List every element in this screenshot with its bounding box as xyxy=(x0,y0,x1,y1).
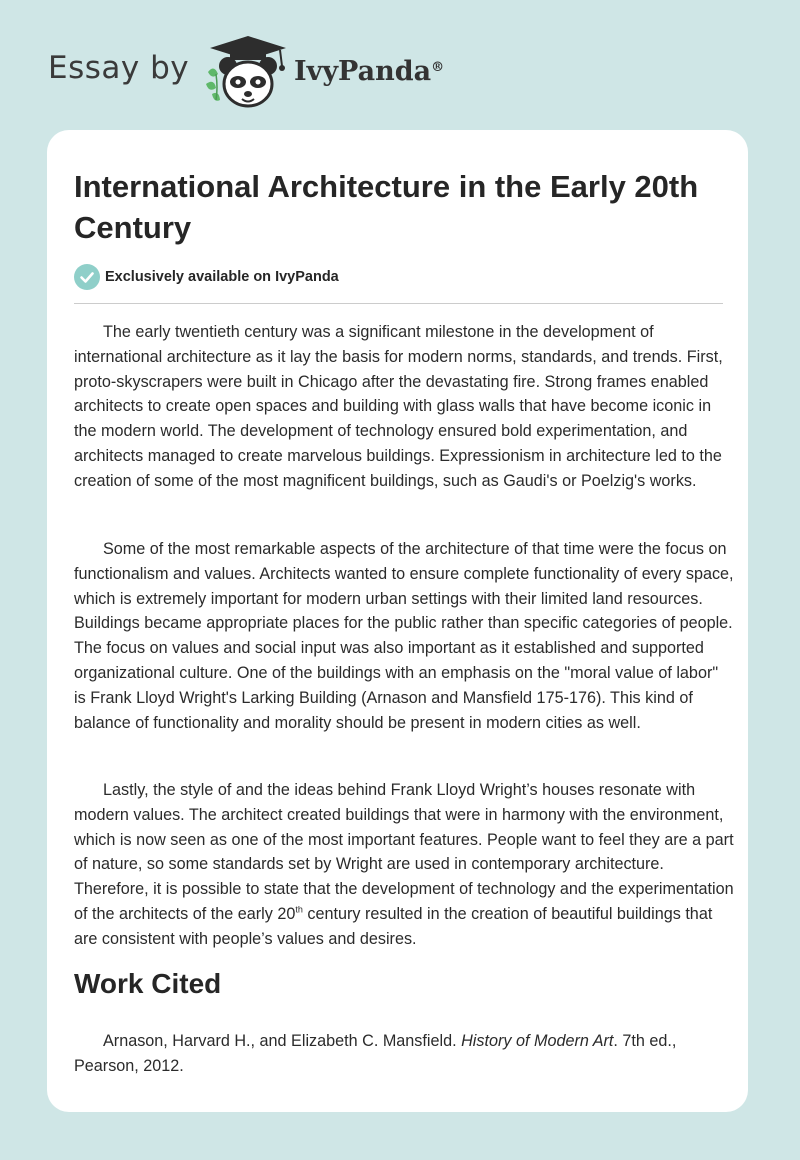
paragraph xyxy=(74,778,734,952)
paragraph-text: century resulted in the creation of beautiful buildings that are consistent with people’s values and desires. xyxy=(74,904,713,948)
divider xyxy=(74,303,723,304)
panda-graduate-logo-icon[interactable] xyxy=(200,32,296,112)
paragraph-text: Lastly, the style of and the ideas behind Frank Lloyd Wright’s houses resonate with modern values. The architect created buildings that were in harmony with the environment, which is now seen as one of the most important features. People want to feel they are a part of nature, so some standards set by Wright are used in contemporary architecture. Therefore, it is possible to state that the development of technology and the experimentation of the architects of the early 20 xyxy=(74,781,734,923)
brand-text: IvyPanda xyxy=(294,56,432,87)
registered-mark: ® xyxy=(431,60,445,75)
citation-authors: Arnason, Harvard H., and Elizabeth C. Mansfield. xyxy=(103,1032,462,1050)
paragraph: Some of the most remarkable aspects of the architecture of that time were the focus on functionalism and values. Architects wanted to ensure complete functionality of every space, which is extremely important for modern urban settings with their limited land resources. Buildings became appropriate places for the public rather than specific categories of people. The focus on values and social input was also important as it established and supported organizational culture. One of the buildings with an emphasis on the "moral value of labor" is Frank Lloyd Wright's Larking Building (Arnason and Mansfield 175-176). This kind of balance of functionality and morality should be present in modern cities as well. xyxy=(74,540,734,732)
ordinal-suffix: th xyxy=(295,904,303,915)
exclusive-badge-label: Exclusively available on IvyPanda xyxy=(105,269,339,285)
works-cited-heading: Work Cited xyxy=(74,968,222,999)
site-header xyxy=(0,0,800,130)
essay-card xyxy=(47,130,748,1112)
essay-by-label: Essay by xyxy=(48,50,190,86)
citation-book-title: History of Modern Art xyxy=(461,1032,614,1050)
citation-entry xyxy=(74,1029,734,1079)
brand-name[interactable] xyxy=(294,56,444,87)
paragraph: The early twentieth century was a significant milestone in the development of international architecture as it lay the basis for modern norms, standards, and trends. First, proto-skyscrapers were built in Chicago after the devastating fire. Strong frames enabled architects to create open spaces and building with glass walls that have become iconic in the modern world. The development of technology ensured bold experimentation, and architects managed to create marvelous buildings. Expressionism in architecture led to the creation of some of the most magnificent buildings, such as Gaudi's or Poelzig's works. xyxy=(74,323,723,490)
check-circle-icon xyxy=(74,264,100,290)
citation-details: . 7th ed., Pearson, 2012. xyxy=(74,1032,677,1075)
essay-title: International Architecture in the Early 20th Century xyxy=(74,169,699,245)
